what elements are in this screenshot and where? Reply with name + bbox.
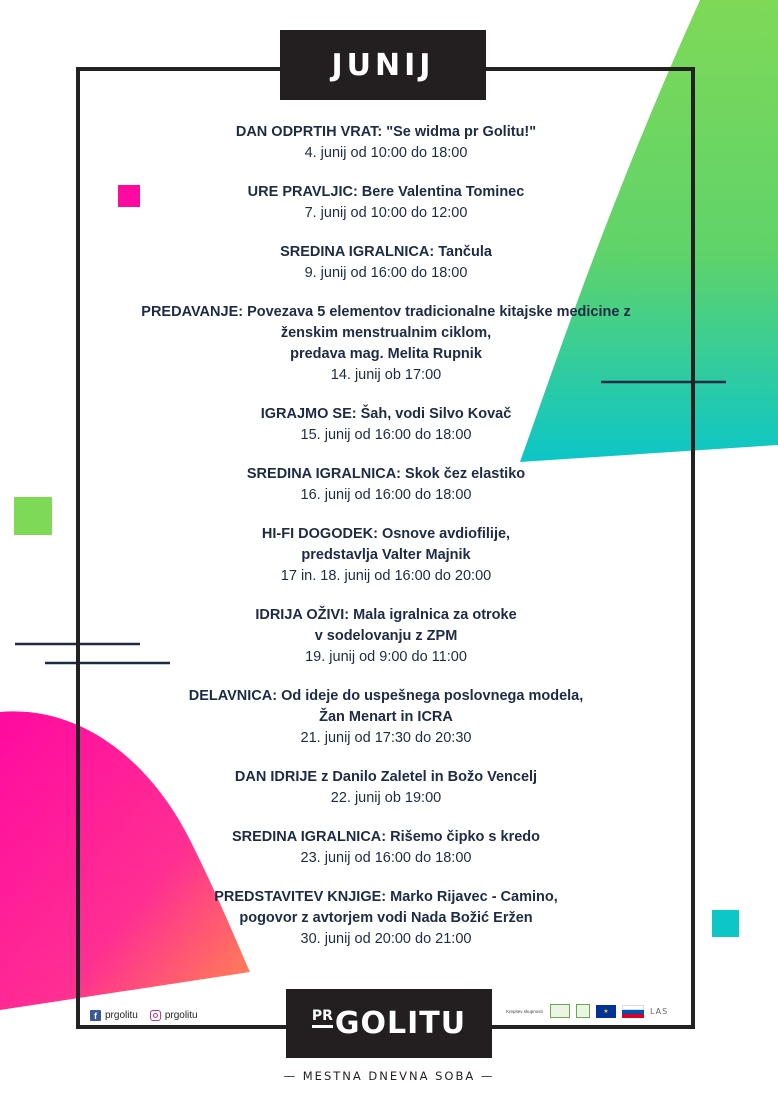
event-date: 17 in. 18. junij od 16:00 do 20:00	[280, 568, 492, 584]
event-date: 4. junij od 10:00 do 18:00	[304, 145, 468, 161]
instagram-handle[interactable]: prgolitu	[164, 1010, 198, 1021]
event-title: IDRIJA OŽIVI: Mala igralnica za otroke v sodelovanju z ZPM	[255, 607, 517, 644]
rural-development-logo	[576, 1004, 590, 1018]
event-date: 21. junij od 17:30 do 20:30	[300, 730, 472, 746]
social-links	[90, 1010, 198, 1021]
event-date: 14. junij ob 17:00	[330, 367, 442, 383]
logo-subtitle: — MESTNA DNEVNA SOBA —	[283, 1069, 495, 1083]
event-date: 23. junij od 16:00 do 18:00	[300, 850, 472, 866]
event-item	[100, 887, 672, 950]
event-item	[100, 182, 672, 224]
event-title: PREDSTAVITEV KNJIGE: Marko Rijavec - Camino, pogovor z avtorjem vodi Nada Božić Eržen	[214, 889, 558, 926]
eu-flag-icon: ★	[596, 1005, 616, 1018]
event-date: 7. junij od 10:00 do 12:00	[304, 205, 468, 221]
slovenia-flag-icon	[622, 1005, 644, 1018]
event-title: DELAVNICA: Od ideje do uspešnega poslovnega modela, Žan Menart in ICRA	[188, 688, 584, 725]
event-title: SREDINA IGRALNICA: Skok čez elastiko	[246, 466, 526, 482]
event-list	[100, 122, 672, 968]
event-item	[100, 404, 672, 446]
month-title-box	[280, 30, 486, 100]
event-title: IGRAJMO SE: Šah, vodi Silvo Kovač	[260, 406, 512, 422]
event-date: 9. junij od 16:00 do 18:00	[304, 265, 468, 281]
event-item	[100, 302, 672, 386]
logo-main: GOLITU	[334, 1006, 467, 1041]
event-title: SREDINA IGRALNICA: Rišemo čipko s kredo	[231, 829, 541, 845]
facebook-icon: f	[90, 1010, 101, 1021]
event-date: 15. junij od 16:00 do 18:00	[300, 427, 472, 443]
event-item	[100, 605, 672, 668]
green-square	[14, 497, 52, 535]
event-date: 19. junij od 9:00 do 11:00	[305, 649, 467, 665]
event-date: 16. junij od 16:00 do 18:00	[300, 487, 472, 503]
event-item	[100, 767, 672, 809]
event-title: PREDAVANJE: Povezava 5 elementov tradicionalne kitajske medicine z ženskim menstrualnim ciklom, predava mag. Melita Rupnik	[141, 304, 631, 362]
facebook-handle[interactable]: prgolitu	[105, 1010, 138, 1021]
month-title: JUNIJ	[331, 47, 435, 83]
event-title: DAN ODPRTIH VRAT: "Se widma pr Golitu!"	[235, 124, 537, 140]
prgolitu-logo	[286, 989, 492, 1058]
sponsor-text: Krepitev skupnosti	[506, 1008, 543, 1014]
event-title: DAN IDRIJE z Danilo Zaletel in Božo Vencelj	[234, 769, 538, 785]
teal-square	[712, 910, 739, 937]
event-title: HI-FI DOGODEK: Osnove avdiofilije, predstavlja Valter Majnik	[261, 526, 511, 563]
event-item	[100, 122, 672, 164]
logo-pr: PR	[312, 1009, 333, 1028]
event-title: URE PRAVLJIC: Bere Valentina Tominec	[247, 184, 525, 200]
event-item	[100, 242, 672, 284]
event-date: 22. junij ob 19:00	[330, 790, 442, 806]
event-date: 30. junij od 20:00 do 21:00	[300, 931, 472, 947]
event-item	[100, 524, 672, 587]
event-item	[100, 686, 672, 749]
event-item	[100, 827, 672, 869]
event-title: SREDINA IGRALNICA: Tančula	[280, 244, 492, 260]
program-logo	[550, 1004, 570, 1018]
event-item	[100, 464, 672, 506]
las-logo: LAS	[650, 1006, 669, 1016]
instagram-icon	[150, 1010, 161, 1021]
sponsor-logos	[506, 998, 686, 1024]
